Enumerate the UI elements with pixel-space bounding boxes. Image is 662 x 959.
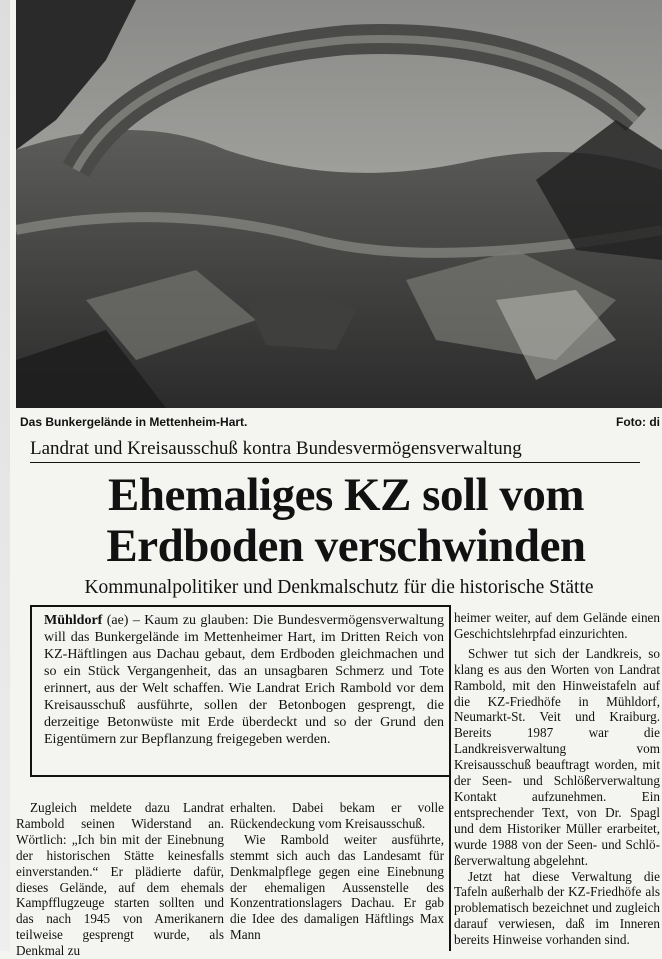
column-3-paragraph-3: Jetzt hat diese Verwaltung die Tafeln außerhalb der KZ-Friedhöfe als problematisch bezeichnet und zugleich darauf verwiesen, daß im Inneren bereits Hinweise vorhanden sind. — [454, 868, 660, 948]
photo-caption: Das Bunkergelände in Mettenheim-Hart. — [20, 415, 248, 429]
lead-top-rule — [30, 605, 450, 607]
scan-edge — [0, 0, 10, 951]
column-2-paragraph-2: Wie Rambold weiter ausführte, stemmt sich auch das Landesamt für Denkmalpflege gegen eine Einebnung der ehemaligen Aussenstelle des Konzentrationslagers Dachau. Er gab die Idee des damaligen Häftlings Max Mann — [230, 831, 444, 943]
photo-credit: Foto: di — [616, 415, 660, 429]
column-1-paragraph-1: Zugleich meldete dazu Landrat Rambold seinen Widerstand an. Wörtlich: „Ich bin mit der Einebnung der historischen Stätte keinesfalls einverstanden.“ Er plädierte dafür, dieses Gelände, auf dem ehemals Kampfflugzeuge starten sollten und das nach 1945 von Amerikanern teilweise gesprengt wurde, als Denkmal zu — [16, 800, 224, 959]
subheadline: Kommunalpolitiker und Denkmalschutz für die historische Stätte — [84, 577, 594, 598]
kicker: Landrat und Kreisausschuß kontra Bundesvermögensverwaltung — [30, 437, 640, 463]
headline-line-2: Erdboden verschwinden — [106, 520, 586, 572]
photo-caption-bar — [16, 410, 662, 432]
lead-bottom-rule — [30, 775, 450, 777]
column-3-paragraph-2: Schwer tut sich der Landkreis, so klang es aus den Worten von Landrat Rambold, mit den Hinweistafeln auf die KZ-Friedhöfe in Mühldorf, Neumarkt-St. Veit und Kraiburg. Bereits 1987 war die Landkreisverwaltung vom Kreisausschuß beauftragt worden, mit der Seen- und Schlößerverwaltung Kontakt aufzunehmen. Ein entsprechender Text, von Dr. Spagl und dem Historiker Müller erarbeitet, wurde 1988 von der Seen- und Schlößerverwaltung abgelehnt. — [454, 645, 660, 868]
column-3 — [454, 610, 660, 948]
column-2 — [230, 800, 444, 943]
headline-line-1: Ehemaliges KZ soll vom — [108, 469, 584, 521]
bunker-photo — [16, 0, 662, 408]
column-2-paragraph-1: erhalten. Dabei bekam er volle Rückendeckung vom Kreisausschuß. — [230, 800, 444, 831]
column-divider — [449, 605, 451, 951]
lead-left-rule — [30, 605, 32, 776]
lead-paragraph — [44, 612, 444, 748]
column-3-paragraph-1: heimer weiter, auf dem Gelände einen Geschichtslehrpfad einzurichten. — [454, 610, 660, 641]
lead-text: (ae) – Kaum zu glauben: Die Bundesvermögensverwaltung will das Bunkergelände im Mettenheimer Hart, im Dritten Reich von KZ-Häftlingen aus Dachau gebaut, dem Erdboden gleichmachen und so ein Stück Vergangenheit, das an unsagbaren Schmerz und Tote erinnert, aus der Welt schaffen. Wie Landrat Erich Rambold vor dem Kreisausschuß ausführte, sollen der Betonbogen gesprengt, die derzeitige Betonwüste mit Erde überdeckt und so der Grund den Eigentümern zur Bepflanzung freigegeben werden. — [44, 613, 444, 747]
headline — [30, 470, 662, 572]
column-1 — [16, 800, 224, 959]
dateline: Mühldorf — [44, 613, 103, 628]
